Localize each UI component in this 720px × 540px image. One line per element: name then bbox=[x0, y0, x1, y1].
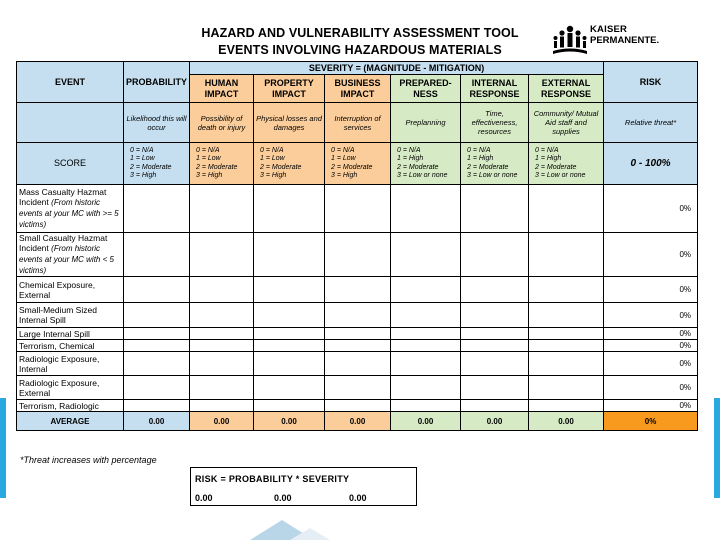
property-cell[interactable] bbox=[254, 352, 325, 376]
preparedness-cell[interactable] bbox=[391, 303, 461, 328]
header-business-impact: BUSINESS IMPACT bbox=[325, 75, 391, 103]
score-scale-internal: 0 = N/A 1 = High 2 = Moderate 3 = Low or none bbox=[461, 143, 529, 185]
kaiser-logo bbox=[552, 24, 692, 60]
header-preparedness: PREPARED- NESS bbox=[391, 75, 461, 103]
header-property-impact: PROPERTY IMPACT bbox=[254, 75, 325, 103]
score-label: SCORE bbox=[17, 143, 124, 185]
description-event-blank bbox=[17, 103, 124, 143]
risk-scale: 0 - 100% bbox=[604, 143, 698, 185]
property-cell[interactable] bbox=[254, 277, 325, 303]
average-row bbox=[17, 412, 698, 431]
probability-cell[interactable] bbox=[124, 340, 190, 352]
probability-cell[interactable] bbox=[124, 303, 190, 328]
right-accent-bar bbox=[714, 398, 720, 498]
table-row bbox=[17, 352, 698, 376]
header-external-response: EXTERNAL RESPONSE bbox=[529, 75, 604, 103]
business-cell[interactable] bbox=[325, 376, 391, 400]
logo-line-2: PERMANENTE. bbox=[590, 35, 660, 46]
header-event: EVENT bbox=[17, 62, 124, 103]
formula-probability-value: 0.00 bbox=[274, 493, 292, 503]
header-human-impact: HUMAN IMPACT bbox=[190, 75, 254, 103]
external-cell[interactable] bbox=[529, 376, 604, 400]
average-preparedness: 0.00 bbox=[391, 412, 461, 431]
average-property: 0.00 bbox=[254, 412, 325, 431]
property-cell[interactable] bbox=[254, 328, 325, 340]
header-internal-response: INTERNAL RESPONSE bbox=[461, 75, 529, 103]
risk-formula-box bbox=[190, 467, 417, 506]
risk-value: 0% bbox=[604, 185, 698, 233]
internal-cell[interactable] bbox=[461, 303, 529, 328]
table-row bbox=[17, 340, 698, 352]
human-cell[interactable] bbox=[190, 376, 254, 400]
internal-cell[interactable] bbox=[461, 400, 529, 412]
probability-cell[interactable] bbox=[124, 185, 190, 233]
score-scale-property: 0 = N/A 1 = Low 2 = Moderate 3 = High bbox=[254, 143, 325, 185]
event-name: Small-Medium Sized Internal Spill bbox=[17, 303, 124, 328]
description-human-impact: Possibility of death or injury bbox=[190, 103, 254, 143]
event-name: Radiologic Exposure, External bbox=[17, 376, 124, 400]
table-row bbox=[17, 376, 698, 400]
human-cell[interactable] bbox=[190, 352, 254, 376]
property-cell[interactable] bbox=[254, 340, 325, 352]
business-cell[interactable] bbox=[325, 185, 391, 233]
human-cell[interactable] bbox=[190, 328, 254, 340]
internal-cell[interactable] bbox=[461, 340, 529, 352]
preparedness-cell[interactable] bbox=[391, 352, 461, 376]
description-preparedness: Preplanning bbox=[391, 103, 461, 143]
preparedness-cell[interactable] bbox=[391, 233, 461, 277]
corner-decoration bbox=[0, 510, 720, 540]
header-risk: RISK bbox=[604, 62, 698, 103]
preparedness-cell[interactable] bbox=[391, 185, 461, 233]
risk-value: 0% bbox=[604, 328, 698, 340]
title-line-2: EVENTS INVOLVING HAZARDOUS MATERIALS bbox=[218, 43, 502, 57]
score-scale-business: 0 = N/A 1 = Low 2 = Moderate 3 = High bbox=[325, 143, 391, 185]
description-probability: Likelihood this will occur bbox=[124, 103, 190, 143]
formula-severity-value: 0.00 bbox=[349, 493, 367, 503]
probability-cell[interactable] bbox=[124, 376, 190, 400]
preparedness-cell[interactable] bbox=[391, 277, 461, 303]
human-cell[interactable] bbox=[190, 277, 254, 303]
description-external-response: Community/ Mutual Aid staff and supplies bbox=[529, 103, 604, 143]
external-cell[interactable] bbox=[529, 185, 604, 233]
business-cell[interactable] bbox=[325, 233, 391, 277]
internal-cell[interactable] bbox=[461, 185, 529, 233]
footnote: *Threat increases with percentage bbox=[20, 455, 157, 465]
header-probability: PROBABILITY bbox=[124, 62, 190, 103]
event-name: Small Casualty Hazmat Incident (From historic events at your MC with < 5 victims) bbox=[17, 233, 124, 277]
average-internal: 0.00 bbox=[461, 412, 529, 431]
event-name: Large Internal Spill bbox=[17, 328, 124, 340]
external-cell[interactable] bbox=[529, 328, 604, 340]
external-cell[interactable] bbox=[529, 233, 604, 277]
internal-cell[interactable] bbox=[461, 328, 529, 340]
score-scale-probability: 0 = N/A 1 = Low 2 = Moderate 3 = High bbox=[124, 143, 190, 185]
internal-cell[interactable] bbox=[461, 233, 529, 277]
risk-value: 0% bbox=[604, 233, 698, 277]
business-cell[interactable] bbox=[325, 340, 391, 352]
risk-value: 0% bbox=[604, 303, 698, 328]
human-cell[interactable] bbox=[190, 303, 254, 328]
table-row bbox=[17, 400, 698, 412]
probability-cell[interactable] bbox=[124, 352, 190, 376]
property-cell[interactable] bbox=[254, 376, 325, 400]
score-scale-preparedness: 0 = N/A 1 = High 2 = Moderate 3 = Low or none bbox=[391, 143, 461, 185]
event-name: Terrorism, Radiologic bbox=[17, 400, 124, 412]
average-probability: 0.00 bbox=[124, 412, 190, 431]
table-row bbox=[17, 277, 698, 303]
human-cell[interactable] bbox=[190, 400, 254, 412]
internal-cell[interactable] bbox=[461, 277, 529, 303]
table-row bbox=[17, 185, 698, 233]
business-cell[interactable] bbox=[325, 303, 391, 328]
risk-value: 0% bbox=[604, 400, 698, 412]
human-cell[interactable] bbox=[190, 233, 254, 277]
internal-cell[interactable] bbox=[461, 352, 529, 376]
risk-value: 0% bbox=[604, 277, 698, 303]
hva-table bbox=[16, 61, 698, 431]
table-row bbox=[17, 328, 698, 340]
event-name: Mass Casualty Hazmat Incident (From historic events at your MC with >= 5 victims) bbox=[17, 185, 124, 233]
probability-cell[interactable] bbox=[124, 277, 190, 303]
risk-value: 0% bbox=[604, 352, 698, 376]
average-business: 0.00 bbox=[325, 412, 391, 431]
property-cell[interactable] bbox=[254, 233, 325, 277]
description-risk: Relative threat* bbox=[604, 103, 698, 143]
header-severity: SEVERITY = (MAGNITUDE - MITIGATION) bbox=[190, 62, 604, 75]
business-cell[interactable] bbox=[325, 277, 391, 303]
external-cell[interactable] bbox=[529, 340, 604, 352]
score-scale-human: 0 = N/A 1 = Low 2 = Moderate 3 = High bbox=[190, 143, 254, 185]
average-external: 0.00 bbox=[529, 412, 604, 431]
score-scale-external: 0 = N/A 1 = High 2 = Moderate 3 = Low or none bbox=[529, 143, 604, 185]
business-cell[interactable] bbox=[325, 328, 391, 340]
description-property-impact: Physical losses and damages bbox=[254, 103, 325, 143]
preparedness-cell[interactable] bbox=[391, 328, 461, 340]
average-label: AVERAGE bbox=[17, 412, 124, 431]
probability-cell[interactable] bbox=[124, 400, 190, 412]
table-row bbox=[17, 233, 698, 277]
probability-cell[interactable] bbox=[124, 328, 190, 340]
property-cell[interactable] bbox=[254, 185, 325, 233]
probability-cell[interactable] bbox=[124, 233, 190, 277]
preparedness-cell[interactable] bbox=[391, 340, 461, 352]
external-cell[interactable] bbox=[529, 400, 604, 412]
average-risk: 0% bbox=[604, 412, 698, 431]
internal-cell[interactable] bbox=[461, 376, 529, 400]
title-line-1: HAZARD AND VULNERABILITY ASSESSMENT TOOL bbox=[201, 26, 519, 40]
business-cell[interactable] bbox=[325, 352, 391, 376]
event-name: Terrorism, Chemical bbox=[17, 340, 124, 352]
risk-formula: RISK = PROBABILITY * SEVERITY bbox=[195, 474, 350, 484]
human-cell[interactable] bbox=[190, 185, 254, 233]
property-cell[interactable] bbox=[254, 303, 325, 328]
average-human: 0.00 bbox=[190, 412, 254, 431]
risk-value: 0% bbox=[604, 340, 698, 352]
property-cell[interactable] bbox=[254, 400, 325, 412]
table-row bbox=[17, 303, 698, 328]
description-business-impact: Interruption of services bbox=[325, 103, 391, 143]
preparedness-cell[interactable] bbox=[391, 400, 461, 412]
external-cell[interactable] bbox=[529, 352, 604, 376]
risk-value: 0% bbox=[604, 376, 698, 400]
left-accent-bar bbox=[0, 398, 6, 498]
event-name: Chemical Exposure, External bbox=[17, 277, 124, 303]
preparedness-cell[interactable] bbox=[391, 376, 461, 400]
formula-risk-value: 0.00 bbox=[195, 493, 213, 503]
external-cell[interactable] bbox=[529, 303, 604, 328]
description-internal-response: Time, effectiveness, resources bbox=[461, 103, 529, 143]
event-name: Radiologic Exposure, Internal bbox=[17, 352, 124, 376]
business-cell[interactable] bbox=[325, 400, 391, 412]
logo-line-1: KAISER bbox=[590, 24, 628, 35]
logo-figures-icon bbox=[552, 24, 588, 58]
external-cell[interactable] bbox=[529, 277, 604, 303]
human-cell[interactable] bbox=[190, 340, 254, 352]
